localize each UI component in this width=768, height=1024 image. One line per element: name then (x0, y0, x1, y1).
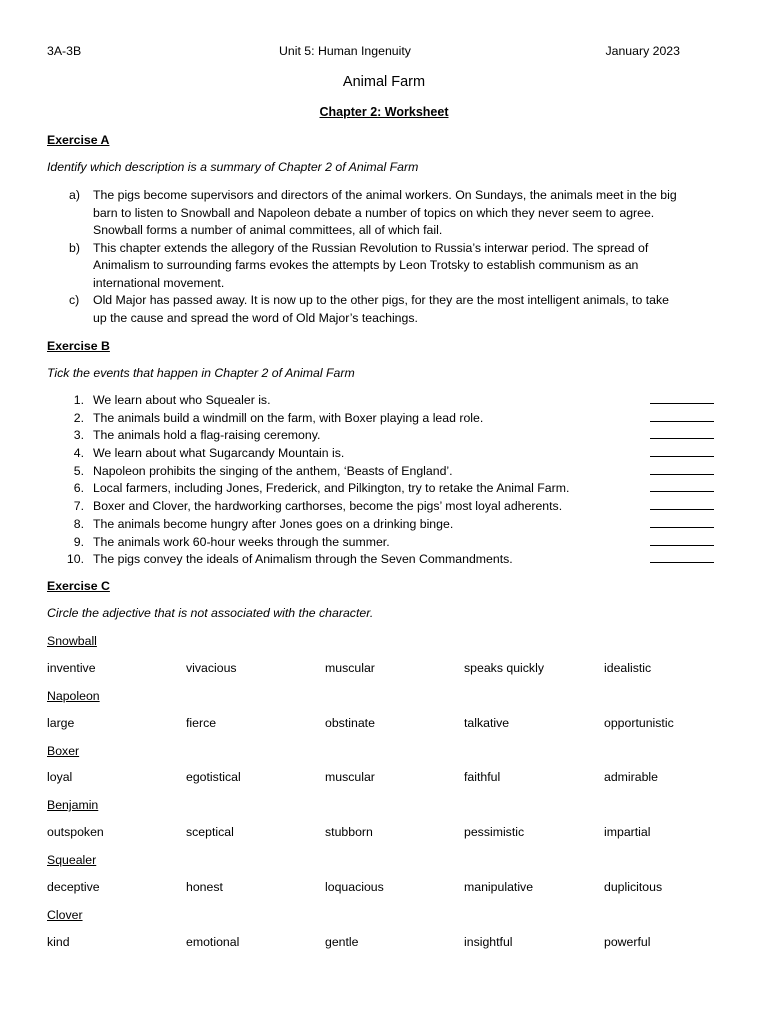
adjective-option[interactable]: faithful (464, 770, 501, 784)
exercise-b-instruction: Tick the events that happen in Chapter 2 of Animal Farm (47, 366, 355, 380)
option-line: international movement. (93, 275, 225, 290)
unit-title: Unit 5: Human Ingenuity (279, 44, 411, 58)
item-text: The animals hold a flag-raising ceremony. (93, 428, 321, 443)
adjective-row-snowball (47, 661, 737, 677)
document-title: Animal Farm (342, 74, 426, 90)
exercise-a-heading: Exercise A (47, 133, 110, 147)
adjective-option[interactable]: idealistic (604, 661, 652, 675)
adjective-option[interactable]: pessimistic (464, 825, 525, 839)
exercise-c-heading: Exercise C (47, 579, 110, 593)
option-line: up the cause and spread the word of Old Major’s teachings. (93, 310, 418, 325)
adjective-option[interactable]: inventive (47, 661, 96, 675)
adjective-row-clover (47, 935, 737, 951)
tick-blank[interactable] (650, 421, 714, 422)
item-text: Napoleon prohibits the singing of the anthem, ‘Beasts of England’. (93, 463, 453, 478)
adjective-option[interactable]: muscular (325, 661, 375, 675)
exercise-c-instruction: Circle the adjective that is not associated with the character. (47, 606, 374, 620)
tick-blank[interactable] (650, 509, 714, 510)
tick-blank[interactable] (650, 562, 714, 563)
item-number: 6. (73, 481, 84, 496)
character-name-snowball: Snowball (47, 634, 97, 648)
adjective-option[interactable]: stubborn (325, 825, 373, 839)
item-text: Local farmers, including Jones, Frederick, and Pilkington, try to retake the Animal Farm. (93, 481, 570, 496)
item-number: 3. (73, 428, 84, 443)
adjective-option[interactable]: insightful (464, 935, 513, 949)
tick-blank[interactable] (650, 545, 714, 546)
adjective-option[interactable]: honest (186, 880, 223, 894)
option-marker: b) (69, 240, 80, 255)
adjective-row-napoleon (47, 716, 737, 732)
adjective-option[interactable]: speaks quickly (464, 661, 544, 675)
adjective-option[interactable]: muscular (325, 770, 375, 784)
list-item (66, 498, 714, 516)
list-item (66, 463, 714, 481)
item-text: The animals become hungry after Jones goes on a drinking binge. (93, 516, 454, 531)
adjective-option[interactable]: deceptive (47, 880, 100, 894)
option-line: Old Major has passed away. It is now up to the other pigs, for they are the most intelligent animals, to take (93, 293, 669, 307)
item-text: The animals build a windmill on the farm, with Boxer playing a lead role. (93, 410, 484, 425)
option-line: Animalism to surrounding farms evokes the attempts by Leon Trotsky to establish communism as an (93, 258, 639, 272)
item-number: 10. (66, 552, 84, 567)
adjective-option[interactable]: outspoken (47, 825, 104, 839)
option-a (69, 187, 709, 240)
list-item (66, 427, 714, 445)
item-text: The pigs convey the ideals of Animalism through the Seven Commandments. (93, 552, 513, 567)
exercise-b-list (66, 392, 714, 569)
class-code: 3A-3B (47, 44, 82, 58)
item-number: 5. (73, 463, 84, 478)
adjective-option[interactable]: opportunistic (604, 716, 674, 730)
item-number: 9. (73, 534, 84, 549)
character-name-benjamin: Benjamin (47, 798, 99, 812)
list-item (66, 480, 714, 498)
tick-blank[interactable] (650, 403, 714, 404)
list-item (66, 534, 714, 552)
item-text: We learn about what Sugarcandy Mountain is. (93, 446, 345, 461)
item-number: 8. (73, 516, 84, 531)
item-text: Boxer and Clover, the hardworking carthorses, become the pigs’ most loyal adherents. (93, 499, 563, 514)
list-item (66, 551, 714, 569)
list-item (66, 410, 714, 428)
adjective-option[interactable]: loquacious (325, 880, 384, 894)
adjective-row-boxer (47, 770, 737, 786)
adjective-option[interactable]: impartial (604, 825, 651, 839)
tick-blank[interactable] (650, 456, 714, 457)
character-name-clover: Clover (47, 908, 83, 922)
adjective-row-squealer (47, 880, 737, 896)
adjective-option[interactable]: obstinate (325, 716, 375, 730)
item-number: 7. (73, 499, 84, 514)
exercise-a-options (69, 187, 709, 327)
document-subtitle: Chapter 2: Worksheet (319, 105, 449, 119)
adjective-option[interactable]: admirable (604, 770, 658, 784)
adjective-option[interactable]: large (47, 716, 75, 730)
adjective-row-benjamin (47, 825, 737, 841)
item-text: We learn about who Squealer is. (93, 393, 271, 407)
list-item (66, 445, 714, 463)
adjective-option[interactable]: vivacious (186, 661, 237, 675)
tick-blank[interactable] (650, 491, 714, 492)
adjective-option[interactable]: powerful (604, 935, 651, 949)
option-line: The pigs become supervisors and directors of the animal workers. On Sundays, the animals meet in the big (93, 188, 677, 202)
adjective-option[interactable]: sceptical (186, 825, 234, 839)
adjective-option[interactable]: loyal (47, 770, 73, 784)
option-line: This chapter extends the allegory of the Russian Revolution to Russia’s interwar period. The spread of (93, 240, 649, 255)
option-line: Snowball forms a number of animal committees, all of which fail. (93, 223, 443, 237)
adjective-option[interactable]: talkative (464, 716, 510, 730)
exercise-b-heading: Exercise B (47, 339, 110, 353)
tick-blank[interactable] (650, 474, 714, 475)
character-name-napoleon: Napoleon (47, 689, 100, 703)
adjective-option[interactable]: fierce (186, 716, 217, 730)
item-text: The animals work 60-hour weeks through the summer. (93, 534, 390, 549)
adjective-option[interactable]: manipulative (464, 880, 534, 894)
option-line: barn to listen to Snowball and Napoleon debate a number of topics on which they never seem to agree. (93, 205, 655, 220)
tick-blank[interactable] (650, 527, 714, 528)
character-name-squealer: Squealer (47, 853, 97, 867)
adjective-option[interactable]: gentle (325, 935, 359, 949)
character-name-boxer: Boxer (47, 744, 80, 758)
list-item (66, 392, 714, 410)
page-header (47, 44, 680, 60)
option-marker: c) (69, 293, 80, 307)
adjective-option[interactable]: emotional (186, 935, 240, 949)
item-number: 1. (73, 393, 84, 407)
item-number: 4. (73, 446, 84, 461)
adjective-option[interactable]: duplicitous (604, 880, 663, 894)
list-item (66, 516, 714, 534)
adjective-option[interactable]: kind (47, 935, 70, 949)
item-number: 2. (73, 410, 84, 425)
tick-blank[interactable] (650, 438, 714, 439)
option-b (69, 240, 709, 293)
exercise-a-instruction: Identify which description is a summary of Chapter 2 of Animal Farm (47, 160, 419, 174)
adjective-option[interactable]: egotistical (186, 770, 241, 784)
option-marker: a) (69, 188, 80, 202)
option-c (69, 292, 709, 327)
date: January 2023 (605, 44, 680, 58)
